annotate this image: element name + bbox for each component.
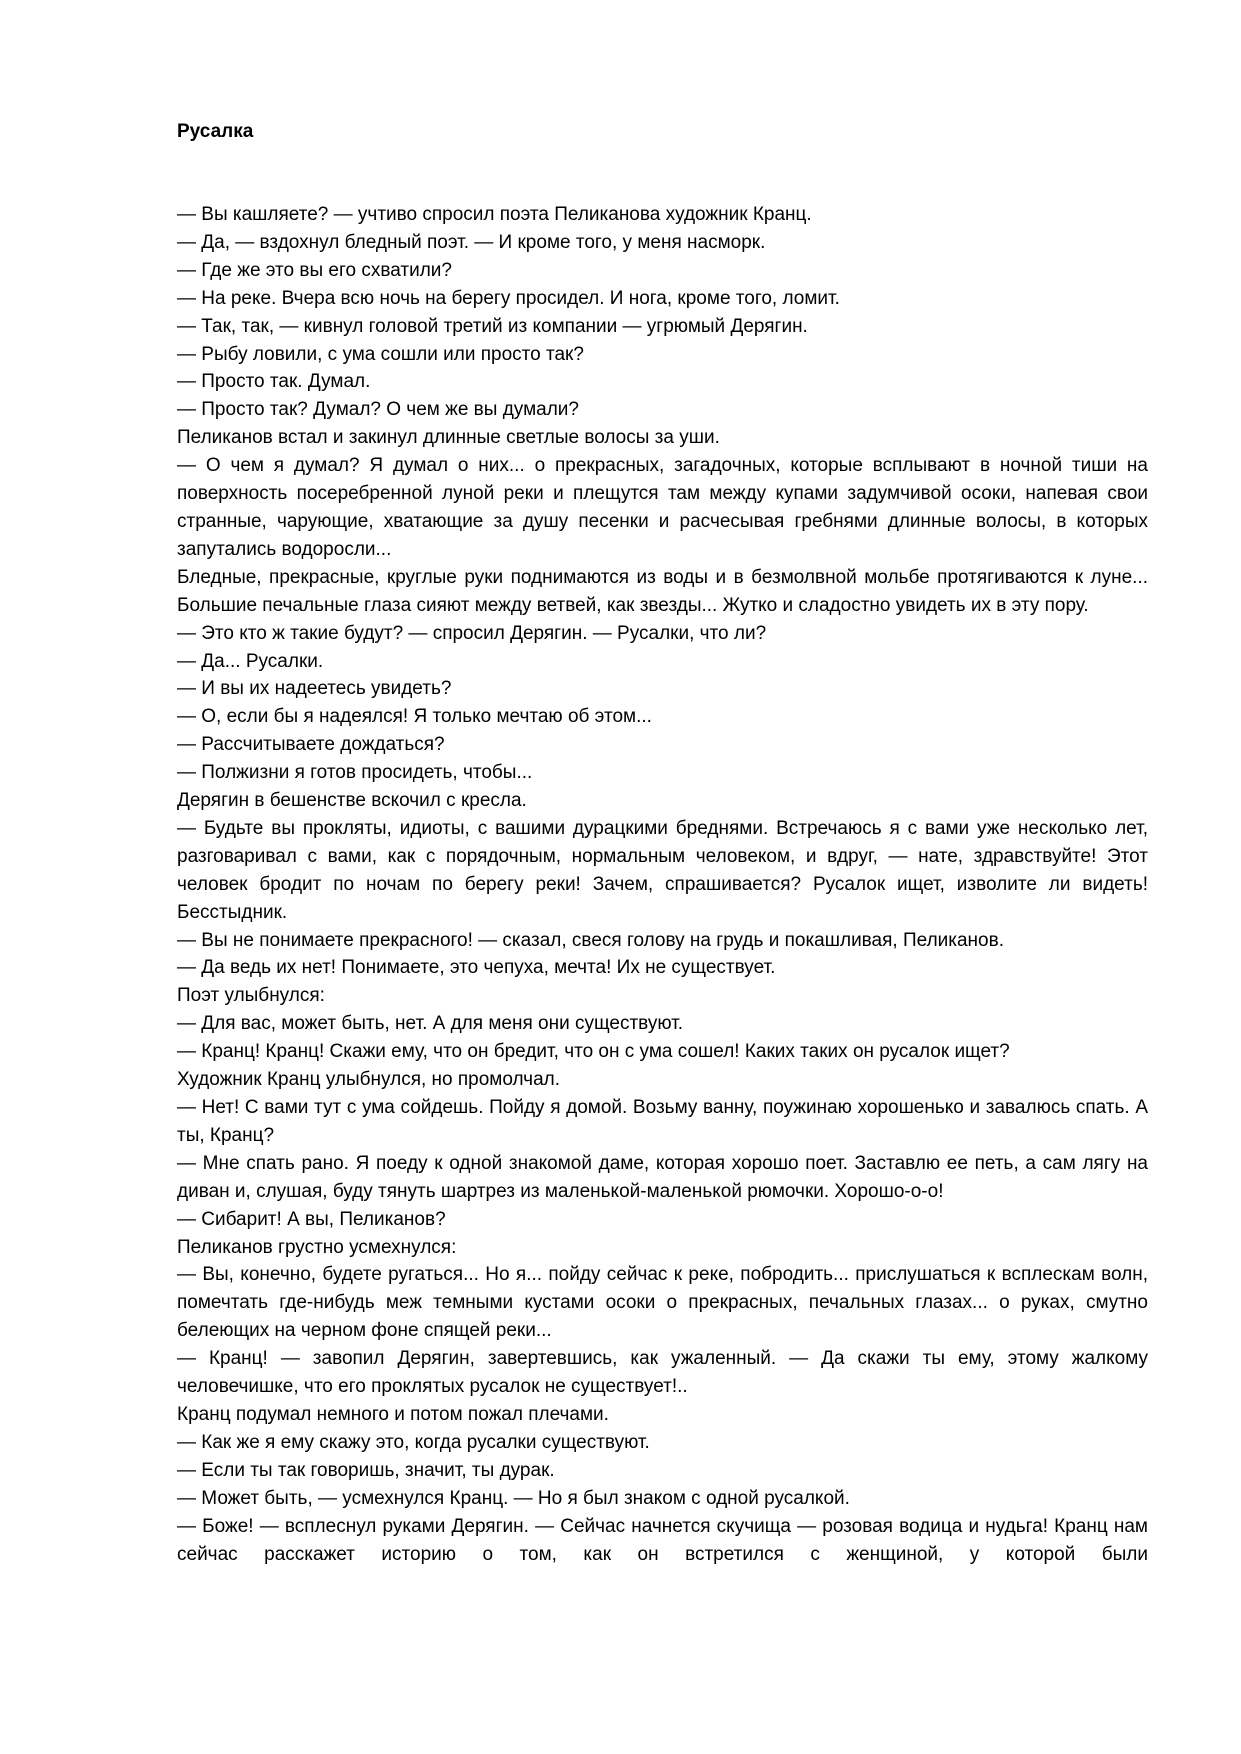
paragraph: — Где же это вы его схватили?	[177, 259, 452, 281]
paragraph: Бледные, прекрасные, круглые руки поднимаются из воды и в безмолвной мольбе протягиваются к луне... Большие печальные глаза сияют между ветвей, как звезды... Жутко и сладостно увидеть их в эту пору.	[177, 566, 1148, 616]
paragraph: — Как же я ему скажу это, когда русалки существуют.	[177, 1431, 650, 1453]
paragraph: — Да ведь их нет! Понимаете, это чепуха, мечта! Их не существует.	[177, 957, 776, 979]
paragraph: — О чем я думал? Я думал о них... о прекрасных, загадочных, которые всплывают в ночной тиши на поверхность посеребренной луной реки и плещутся там между купами задумчивой осоки, напевая свои странные, чарующие, хватающие за душу песенки и расчесывая гребнями длинные волосы, в которых запутались водоросли...	[177, 455, 1148, 560]
paragraph: — Рассчитываете дождаться?	[177, 734, 445, 756]
paragraph: — Будьте вы прокляты, идиоты, с вашими дурацкими бреднями. Встречаюсь я с вами уже несколько лет, разговаривал с вами, как с порядочным, нормальным человеком, и вдруг, — нате, здравствуйте! Этот человек бродит по ночам по берегу реки! Зачем, спрашивается? Русалок ищет, изволите ли видеть! Бесстыдник.	[177, 817, 1148, 923]
paragraph: — Боже! — всплеснул руками Дерягин. — Сейчас начнется скучища — розовая водица и нудьга! Кранц нам сейчас расскажет историю о том, как он встретился с женщиной, у которой были	[177, 1515, 1148, 1565]
paragraph: — Полжизни я готов просидеть, чтобы...	[177, 762, 533, 784]
paragraph: — Так, так, — кивнул головой третий из компании — угрюмый Дерягин.	[177, 315, 808, 337]
paragraph: — Нет! С вами тут с ума сойдешь. Пойду я домой. Возьму ванну, поужинаю хорошенько и завалюсь спать. А ты, Кранц?	[177, 1097, 1148, 1146]
paragraph: — Кранц! — завопил Дерягин, завертевшись, как ужаленный. — Да скажи ты ему, этому жалкому человечишке, что его проклятых русалок не существует!..	[177, 1348, 1148, 1398]
paragraph: — И вы их надеетесь увидеть?	[177, 678, 452, 700]
paragraph: — Вы, конечно, будете ругаться... Но я... пойду сейчас к реке, побродить... прислушаться к всплескам волн, помечтать где-нибудь меж темными кустами осоки о прекрасных, печальных глазах... о руках, смутно белеющих на черном фоне спящей реки...	[177, 1264, 1148, 1342]
paragraph: — Вы кашляете? — учтиво спросил поэта Пеликанова художник Кранц.	[177, 204, 812, 225]
paragraph: Кранц подумал немного и потом пожал плечами.	[177, 1403, 609, 1425]
paragraph: — Это кто ж такие будут? — спросил Дерягин. — Русалки, что ли?	[177, 622, 767, 644]
paragraph: — Сибарит! А вы, Пеликанов?	[177, 1208, 446, 1230]
paragraph: — На реке. Вчера всю ночь на берегу просидел. И нога, кроме того, ломит.	[177, 287, 840, 309]
paragraph: — Кранц! Кранц! Скажи ему, что он бредит, что он с ума сошел! Каких таких он русалок ищет?	[177, 1041, 1010, 1063]
paragraph: — Просто так. Думал.	[177, 371, 371, 393]
paragraph: Дерягин в бешенстве вскочил с кресла.	[177, 790, 527, 812]
paragraph: — Рыбу ловили, с ума сошли или просто так?	[177, 343, 584, 365]
paragraph: Пеликанов грустно усмехнулся:	[177, 1236, 457, 1258]
document-title: Русалка	[177, 121, 254, 142]
paragraph: Поэт улыбнулся:	[177, 985, 325, 1007]
paragraph: — Мне спать рано. Я поеду к одной знакомой даме, которая хорошо поет. Заставлю ее петь, а сам лягу на диван и, слушая, буду тянуть шартрез из маленькой-маленькой рюмочки. Хорошо-о-о!	[177, 1152, 1148, 1202]
paragraph: Художник Кранц улыбнулся, но промолчал.	[177, 1069, 561, 1091]
paragraph: — Да, — вздохнул бледный поэт. — И кроме того, у меня насморк.	[177, 231, 766, 253]
paragraph: — Для вас, может быть, нет. А для меня они существуют.	[177, 1013, 684, 1035]
paragraph: — Вы не понимаете прекрасного! — сказал, свеся голову на грудь и покашливая, Пеликанов.	[177, 929, 1004, 951]
paragraph: — Может быть, — усмехнулся Кранц. — Но я был знаком с одной русалкой.	[177, 1487, 850, 1509]
paragraph: — Просто так? Думал? О чем же вы думали?	[177, 399, 579, 421]
paragraph: Пеликанов встал и закинул длинные светлые волосы за уши.	[177, 427, 720, 449]
paragraph: — Да... Русалки.	[177, 650, 324, 672]
paragraph: — Если ты так говоришь, значит, ты дурак.	[177, 1459, 555, 1481]
document-body	[177, 201, 1148, 1568]
paragraph: — О, если бы я надеялся! Я только мечтаю об этом...	[177, 706, 652, 728]
